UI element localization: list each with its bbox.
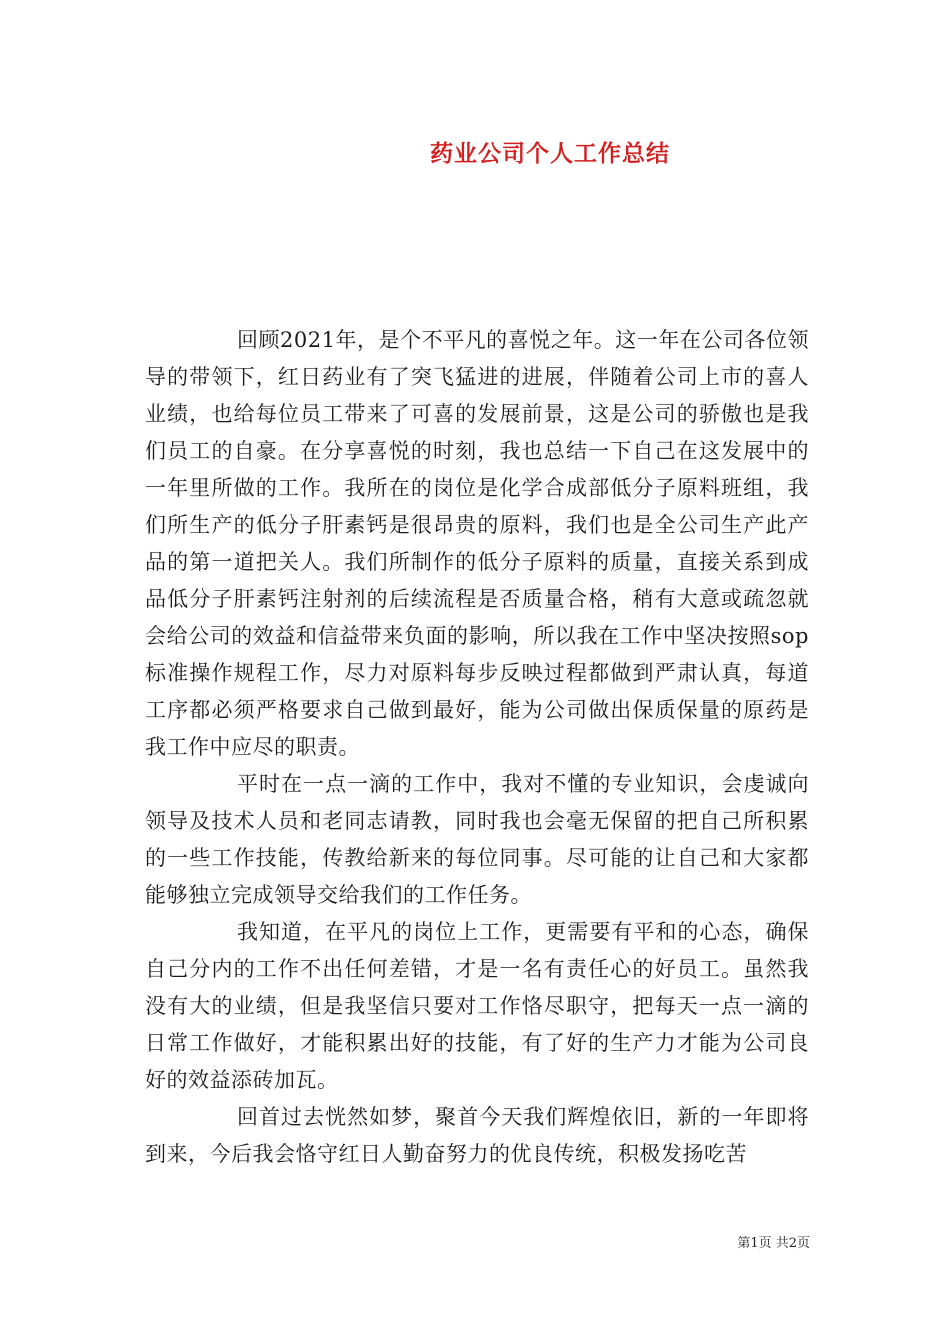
document-title: 药业公司个人工作总结: [430, 140, 670, 167]
paragraph-4: 回首过去恍然如梦，聚首今天我们辉煌依旧，新的一年即将到来，今后我会恪守红日人勤奋努力的优良传统，积极发扬吃苦: [145, 1105, 809, 1166]
document-body: [145, 322, 809, 1173]
paragraph-1: 回顾2021年，是个不平凡的喜悦之年。这一年在公司各位领导的带领下，红日药业有了突飞猛进的进展，伴随着公司上市的喜人业绩，也给每位员工带来了可喜的发展前景，这是公司的骄傲也是我们员工的自豪。在分享喜悦的时刻，我也总结一下自己在这发展中的一年里所做的工作。我所在的岗位是化学合成部低分子原料班组，我们所生产的低分子肝素钙是很昂贵的原料，我们也是全公司生产此产品的第一道把关人。我们所制作的低分子原料的质量，直接关系到成品低分子肝素钙注射剂的后续流程是否质量合格，稍有大意或疏忽就会给公司的效益和信益带来负面的影响，所以我在工作中坚决按照sop标准操作规程工作，尽力对原料每步反映过程都做到严肃认真，每道工序都必须严格要求自己做到最好，能为公司做出保质保量的原药是我工作中应尽的职责。: [145, 328, 809, 759]
paragraph-2: 平时在一点一滴的工作中，我对不懂的专业知识，会虔诚向领导及技术人员和老同志请教，同时我也会毫无保留的把自己所积累的一些工作技能，传教给新来的每位同事。尽可能的让自己和大家都能够独立完成领导交给我们的工作任务。: [145, 772, 809, 907]
page-number: 第1页 共2页: [737, 1236, 810, 1251]
paragraph-3: 我知道，在平凡的岗位上工作，更需要有平和的心态，确保自己分内的工作不出任何差错，才是一名有责任心的好员工。虽然我没有大的业绩，但是我坚信只要对工作恪尽职守，把每天一点一滴的日常工作做好，才能积累出好的技能，有了好的生产力才能为公司良好的效益添砖加瓦。: [145, 920, 809, 1092]
